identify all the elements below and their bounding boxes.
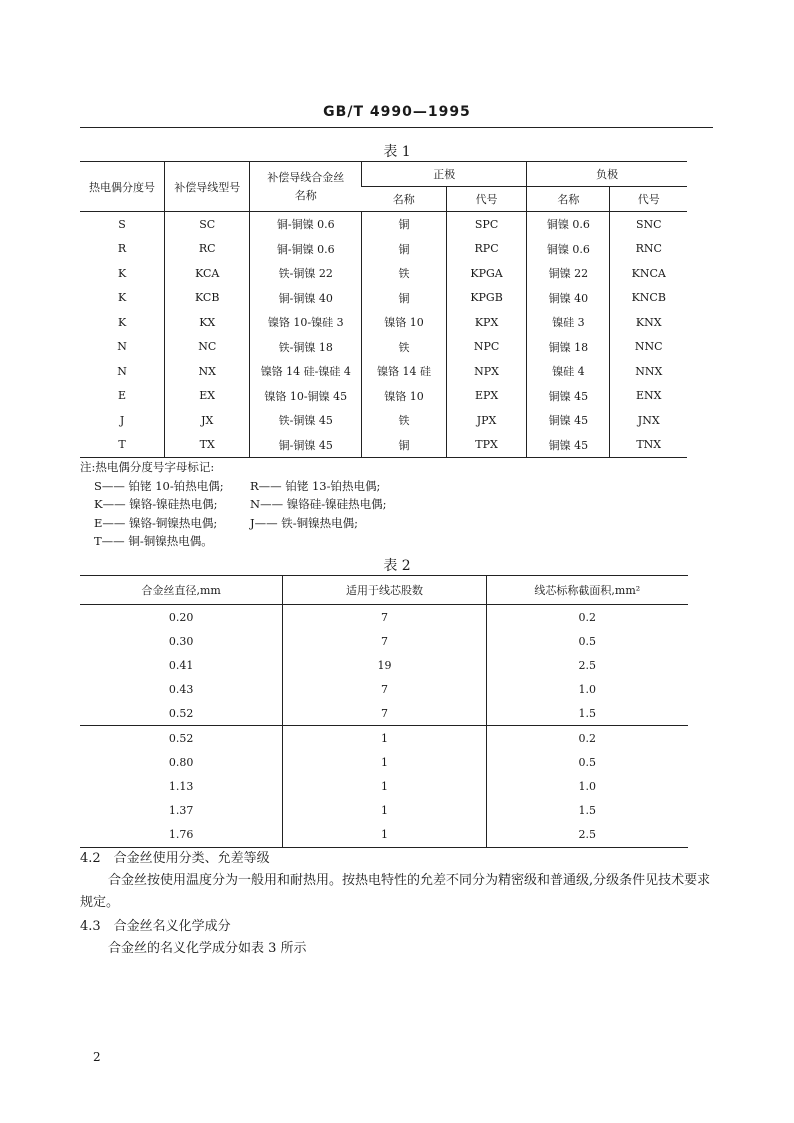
header-rule	[80, 127, 713, 128]
section-4-2-text: 合金丝按使用温度分为一般用和耐热用。按热电特性的允差不同分为精密级和普通级,分级条件见技术要求规定。	[80, 873, 711, 910]
section-4-3-title: 4.3 合金丝名义化学成分	[80, 919, 231, 934]
table2	[80, 575, 688, 848]
note-line: S—— 铂铑 10-铂热电偶; R—— 铂铑 13-铂热电偶;	[94, 478, 381, 493]
th-wire-model: 补偿导线型号	[165, 162, 250, 212]
table1	[80, 161, 687, 458]
th-cross-section: 线芯标称截面积,mm²	[486, 576, 688, 605]
table-row: R RC 铜-铜镍 0.6 铜 RPC 铜镍 0.6 RNC	[80, 237, 687, 262]
th-positive: 正极	[362, 162, 527, 187]
document-header: GB/T 4990—1995	[323, 104, 471, 120]
table-row: N NC 铁-铜镍 18 铁 NPC 铜镍 18 NNC	[80, 335, 687, 360]
th-strand-count: 适用于线芯股数	[283, 576, 486, 605]
table-row: 1.13 1 1.0	[80, 775, 688, 799]
table-row: S SC 铜-铜镍 0.6 铜 SPC 铜镍 0.6 SNC	[80, 212, 687, 237]
note-line: E—— 镍铬-铜镍热电偶; J—— 铁-铜镍热电偶;	[94, 515, 359, 530]
page-number: 2	[93, 1050, 101, 1064]
th-thermocouple: 热电偶分度号	[80, 162, 165, 212]
section-4-2-title: 4.2 合金丝使用分类、允差等级	[80, 851, 270, 866]
table-row: 0.52 7 1.5	[80, 701, 688, 726]
table-row: 1.76 1 2.5	[80, 823, 688, 848]
table-row: 0.52 1 0.2	[80, 726, 688, 751]
table-row: 1.37 1 1.5	[80, 799, 688, 823]
note-line: T—— 铜-铜镍热电偶。	[94, 534, 213, 548]
section-4-3-text: 合金丝的名义化学成分如表 3 所示	[108, 941, 307, 956]
table-row: J JX 铁-铜镍 45 铁 JPX 铜镍 45 JNX	[80, 408, 687, 433]
table-row: N NX 镍铬 14 硅-镍硅 4 镍铬 14 硅 NPX 镍硅 4 NNX	[80, 359, 687, 384]
th-positive-name: 名称	[362, 187, 447, 212]
table2-caption: 表 2	[383, 558, 411, 574]
section-4-2	[80, 848, 720, 914]
th-alloy-name: 补偿导线合金丝 名称	[250, 162, 362, 212]
table1-caption: 表 1	[383, 144, 411, 160]
th-positive-code: 代号	[446, 187, 526, 212]
table-row: E EX 镍铬 10-铜镍 45 镍铬 10 EPX 铜镍 45 ENX	[80, 384, 687, 409]
th-alloy-diameter: 合金丝直径,mm	[80, 576, 283, 605]
table-row: K KCA 铁-铜镍 22 铁 KPGA 铜镍 22 KNCA	[80, 261, 687, 286]
table-row: 0.43 7 1.0	[80, 677, 688, 701]
th-negative-name: 名称	[527, 187, 610, 212]
table1-notes	[80, 458, 387, 551]
table-row: 0.80 1 0.5	[80, 751, 688, 775]
table-row: 0.30 7 0.5	[80, 629, 688, 653]
notes-title: 注:热电偶分度号字母标记:	[80, 460, 215, 474]
table-row: 0.41 19 2.5	[80, 653, 688, 677]
th-negative-code: 代号	[610, 187, 687, 212]
section-4-3	[80, 916, 720, 960]
table-row: 0.20 7 0.2	[80, 605, 688, 630]
table-row: K KX 镍铬 10-镍硅 3 镍铬 10 KPX 镍硅 3 KNX	[80, 310, 687, 335]
th-negative: 负极	[527, 162, 687, 187]
table-row: K KCB 铜-铜镍 40 铜 KPGB 铜镍 40 KNCB	[80, 286, 687, 311]
table-row: T TX 铜-铜镍 45 铜 TPX 铜镍 45 TNX	[80, 433, 687, 458]
note-line: K—— 镍铬-镍硅热电偶; N—— 镍铬硅-镍硅热电偶;	[94, 497, 387, 511]
